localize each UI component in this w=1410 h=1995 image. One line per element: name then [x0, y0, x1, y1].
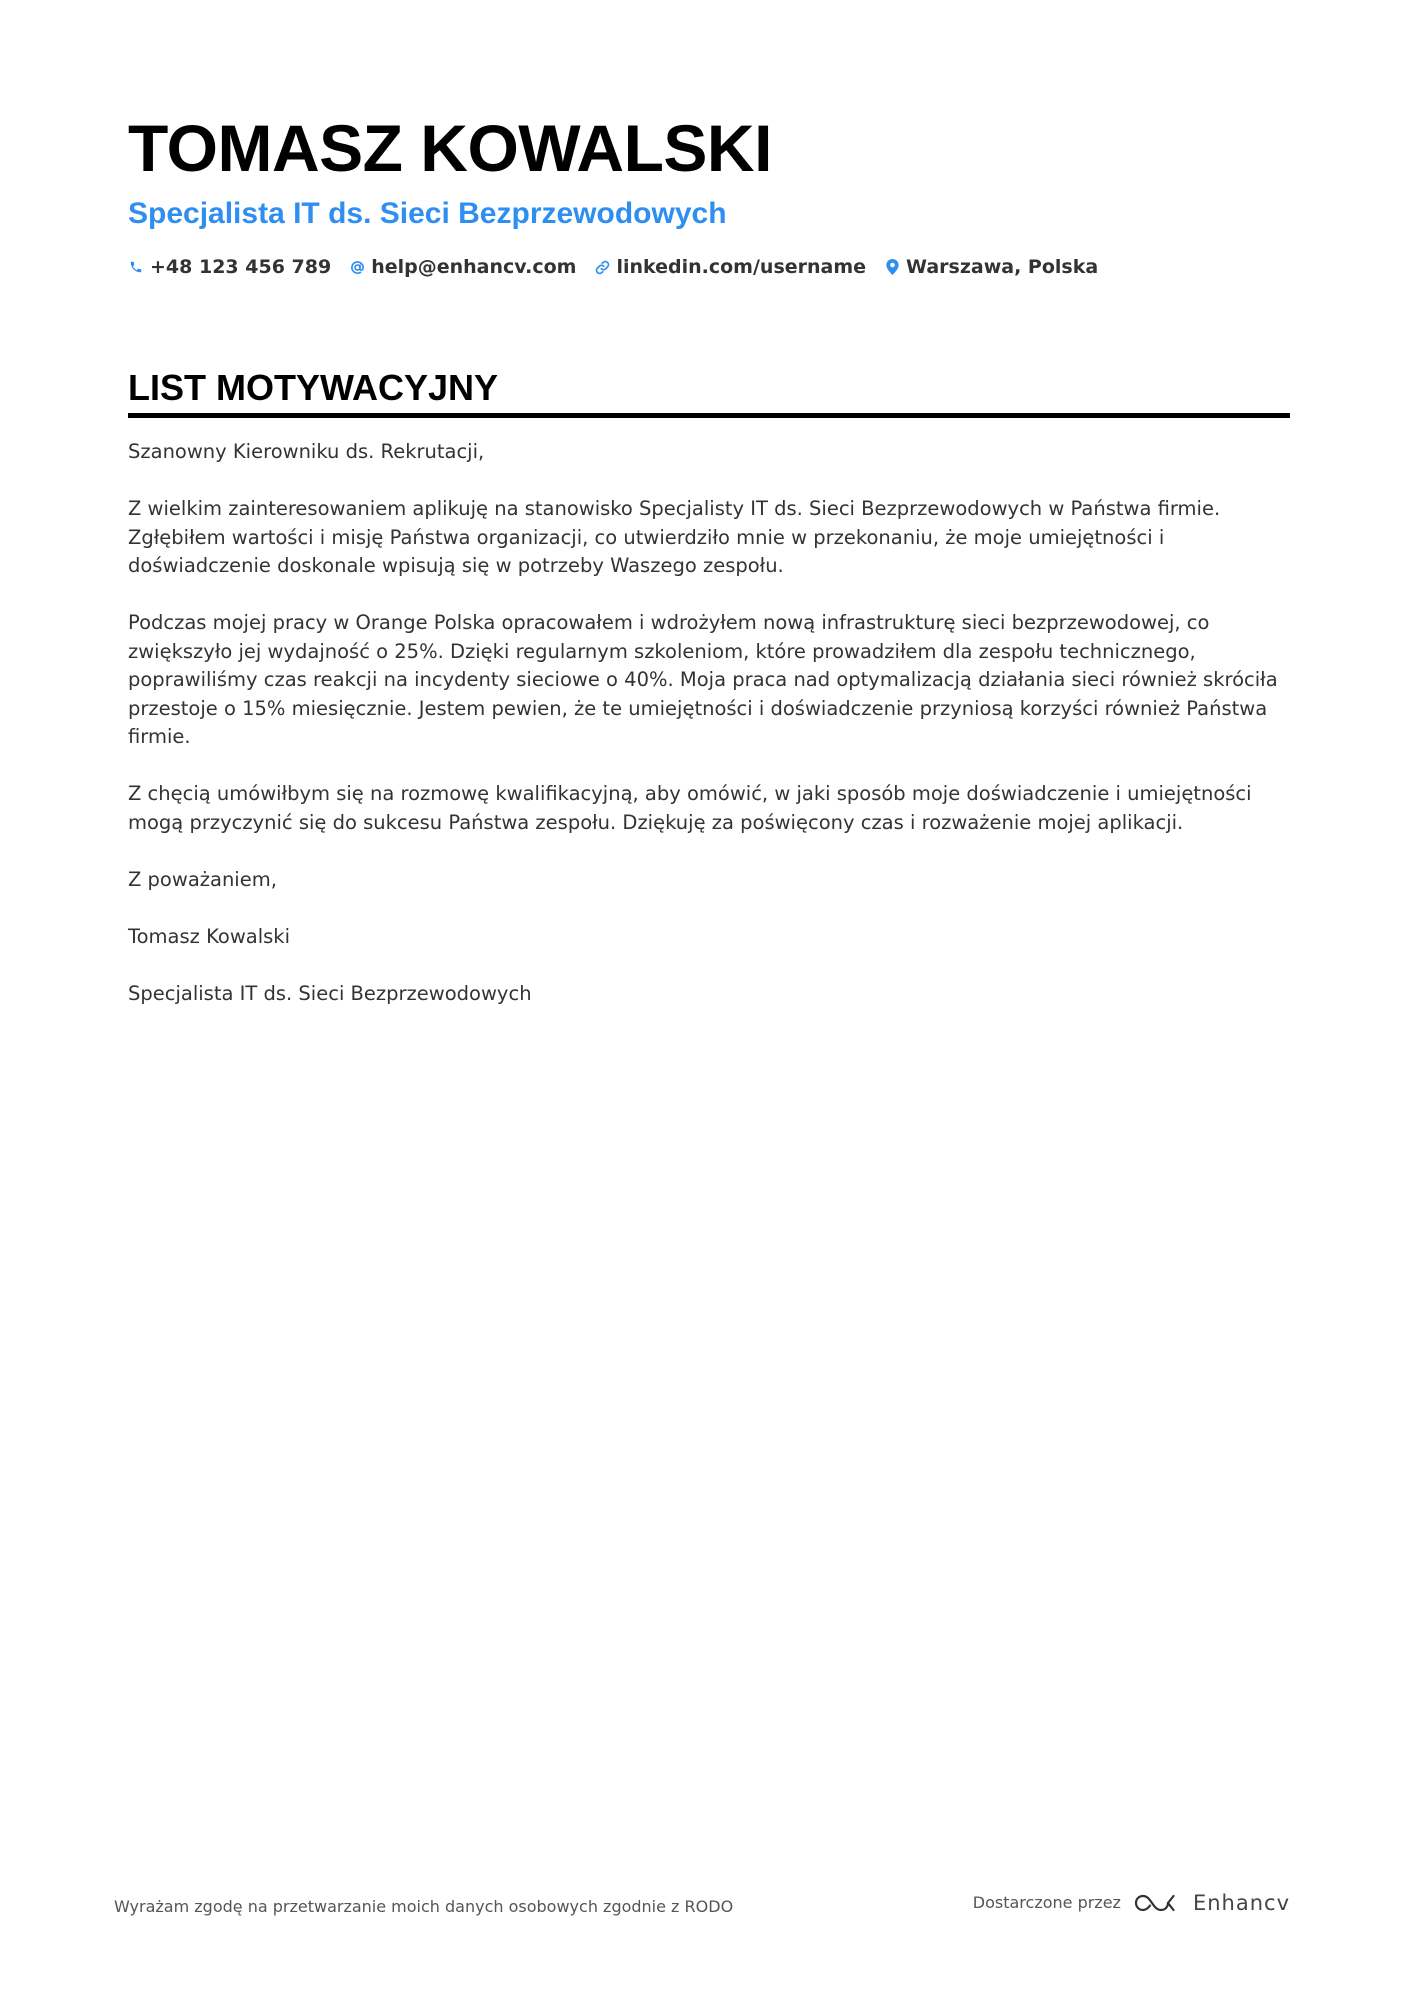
page-footer [114, 1890, 1290, 1920]
letter-body [128, 438, 1290, 1008]
location-pin-icon [884, 258, 900, 276]
powered-by[interactable] [973, 1890, 1290, 1916]
letter-paragraph: Z chęcią umówiłbym się na rozmowę kwalifikacyjną, aby omówić, w jaki sposób moje doświadczenie i umiejętności mogą przyczynić się do sukcesu Państwa zespołu. Dziękuję za poświęcony czas i rozważenie mojej aplikacji. [128, 782, 1252, 834]
letter-closing: Z poważaniem, [128, 867, 277, 891]
cover-letter-section [128, 365, 1290, 1037]
contact-email[interactable] [349, 254, 576, 280]
phone-number: +48 123 456 789 [150, 256, 332, 278]
signature-name: Tomasz Kowalski [128, 924, 290, 948]
section-divider [128, 413, 1290, 418]
contact-list [128, 254, 1288, 280]
at-icon [349, 258, 365, 276]
location: Warszawa, Polska [906, 256, 1099, 278]
candidate-title: Specjalista IT ds. Sieci Bezprzewodowych [128, 197, 727, 230]
link-icon [594, 258, 610, 276]
contact-location [884, 254, 1098, 280]
gdpr-consent-text: Wyrażam zgodę na przetwarzanie moich danych osobowych zgodnie z RODO [114, 1897, 734, 1916]
letter-greeting: Szanowny Kierowniku ds. Rekrutacji, [128, 440, 485, 463]
letter-paragraph: Z wielkim zainteresowaniem aplikuję na stanowisko Specjalisty IT ds. Sieci Bezprzewodowych w Państwa firmie. Zgłębiłem wartości i misję Państwa organizacji, co utwierdziło mnie w przekonaniu, że moje umiejętności i doświadczenie doskonale wpisują się w potrzeby Waszego zespołu. [128, 497, 1221, 577]
enhancv-logo-icon [1133, 1891, 1179, 1915]
email-address: help@enhancv.com [371, 256, 577, 278]
header [128, 108, 1288, 280]
contact-linkedin[interactable] [594, 254, 866, 280]
powered-by-label: Dostarczone przez [972, 1893, 1121, 1912]
contact-phone[interactable] [128, 254, 331, 280]
brand-name: Enhancv [1192, 1891, 1290, 1915]
linkedin-url: linkedin.com/username [616, 256, 867, 278]
signature-title: Specjalista IT ds. Sieci Bezprzewodowych [128, 981, 532, 1005]
phone-icon [128, 258, 144, 276]
section-title: LIST MOTYWACYJNY [128, 367, 499, 408]
letter-paragraph: Podczas mojej pracy w Orange Polska opracowałem i wdrożyłem nową infrastrukturę sieci bezprzewodowej, co zwiększyło jej wydajność o 25%. Dzięki regularnym szkoleniom, które prowadziłem dla zespołu technicznego, poprawiliśmy czas reakcji na incydenty sieciowe o 40%. Moja praca nad optymalizacją działania sieci również skróciła przestoje o 15% miesięcznie. Jestem pewien, że te umiejętności i doświadczenie przyniosą korzyści również Państwa firmie. [128, 611, 1278, 748]
candidate-name: TOMASZ KOWALSKI [128, 111, 772, 185]
